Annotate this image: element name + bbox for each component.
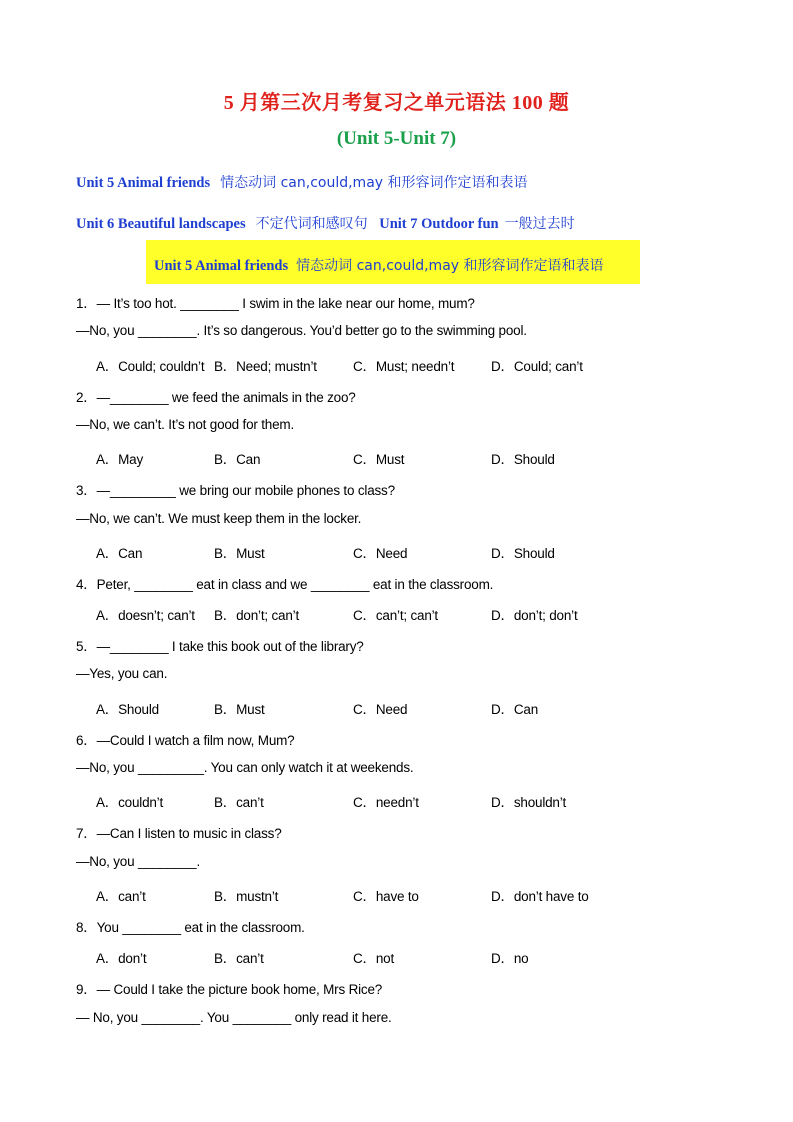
unit-5-grammar: 情态动词 can,could,may 和形容词作定语和表语	[220, 175, 528, 191]
option-c[interactable]: C．Need	[353, 702, 408, 717]
option-d[interactable]: D．shouldn’t	[491, 795, 567, 810]
question-9-line-1: 9．— Could I take the picture book home, Mrs Rice?	[76, 982, 383, 997]
option-c[interactable]: C．have to	[353, 889, 419, 904]
option-a[interactable]: A．May	[96, 452, 144, 467]
question-8-options	[96, 947, 696, 965]
option-d[interactable]: D．Should	[491, 546, 555, 561]
question-6-line-1: 6．—Could I watch a film now, Mum?	[76, 733, 295, 748]
question-5-line-2: —Yes, you can.	[76, 666, 168, 681]
option-c[interactable]: C．Must; needn’t	[353, 359, 455, 374]
option-a[interactable]: A．don’t	[96, 951, 147, 966]
question-3-options	[96, 542, 696, 560]
option-d[interactable]: D．don’t; don’t	[491, 608, 578, 623]
question-1-line-2: —No, you ________. It’s so dangerous. You’d better go to the swimming pool.	[76, 323, 527, 338]
option-a[interactable]: A．can’t	[96, 889, 146, 904]
section-header-title: Unit 5 Animal friends	[154, 258, 289, 274]
unit-6-title: Unit 6 Beautiful landscapes	[76, 216, 246, 232]
question-8-line-1: 8．You ________ eat in the classroom.	[76, 920, 305, 935]
option-c[interactable]: C．Need	[353, 546, 408, 561]
page-title: 5 月第三次月考复习之单元语法 100 题	[223, 92, 570, 114]
option-b[interactable]: B．can’t	[214, 951, 264, 966]
option-c[interactable]: C．not	[353, 951, 395, 966]
unit-5-title: Unit 5 Animal friends	[76, 175, 211, 191]
question-2-line-1: 2．—________ we feed the animals in the zoo?	[76, 390, 356, 405]
question-6-options	[96, 791, 696, 809]
unit-7-title: Unit 7 Outdoor fun	[379, 216, 499, 232]
option-b[interactable]: B．Need; mustn’t	[214, 359, 317, 374]
option-d[interactable]: D．no	[491, 951, 529, 966]
option-c[interactable]: C．can’t; can’t	[353, 608, 438, 623]
option-d[interactable]: D．Should	[491, 452, 555, 467]
option-d[interactable]: D．don’t have to	[491, 889, 589, 904]
question-2-options	[96, 448, 696, 466]
option-a[interactable]: A．doesn’t; can’t	[96, 608, 195, 623]
option-b[interactable]: B．mustn’t	[214, 889, 279, 904]
question-5-line-1: 5．—________ I take this book out of the library?	[76, 639, 364, 654]
question-2-line-2: —No, we can’t. It’s not good for them.	[76, 417, 295, 432]
option-b[interactable]: B．Can	[214, 452, 261, 467]
option-b[interactable]: B．Must	[214, 702, 265, 717]
unit-line-1	[76, 172, 528, 192]
option-c[interactable]: C．Must	[353, 452, 405, 467]
option-a[interactable]: A．Could; couldn’t	[96, 359, 205, 374]
question-7-line-2: —No, you ________.	[76, 854, 200, 869]
question-7-line-1: 7．—Can I listen to music in class?	[76, 826, 282, 841]
unit-7-grammar: 一般过去时	[504, 216, 575, 232]
page-subtitle: (Unit 5-Unit 7)	[336, 128, 457, 149]
question-7-options	[96, 885, 696, 903]
section-header-grammar: 情态动词 can,could,may 和形容词作定语和表语	[296, 258, 604, 274]
question-3-line-2: —No, we can’t. We must keep them in the locker.	[76, 511, 362, 526]
option-b[interactable]: B．can’t	[214, 795, 264, 810]
option-b[interactable]: B．don’t; can’t	[214, 608, 299, 623]
question-1-line-1: 1．— It’s too hot. ________ I swim in the lake near our home, mum?	[76, 296, 475, 311]
question-5-options	[96, 698, 696, 716]
question-6-line-2: —No, you _________. You can only watch it at weekends.	[76, 760, 414, 775]
question-1-options	[96, 355, 696, 373]
question-3-line-1: 3．—_________ we bring our mobile phones to class?	[76, 483, 395, 498]
section-header	[154, 255, 604, 275]
unit-line-2	[76, 213, 575, 233]
option-d[interactable]: D．Can	[491, 702, 539, 717]
option-d[interactable]: D．Could; can’t	[491, 359, 583, 374]
unit-6-grammar: 不定代词和感叹句	[255, 216, 368, 232]
question-9-line-2: — No, you ________. You ________ only read it here.	[76, 1010, 392, 1025]
option-a[interactable]: A．couldn’t	[96, 795, 164, 810]
option-a[interactable]: A．Can	[96, 546, 143, 561]
question-4-line-1: 4．Peter, ________ eat in class and we ________ eat in the classroom.	[76, 577, 494, 592]
question-4-options	[96, 604, 696, 622]
option-b[interactable]: B．Must	[214, 546, 265, 561]
option-c[interactable]: C．needn’t	[353, 795, 419, 810]
option-a[interactable]: A．Should	[96, 702, 159, 717]
